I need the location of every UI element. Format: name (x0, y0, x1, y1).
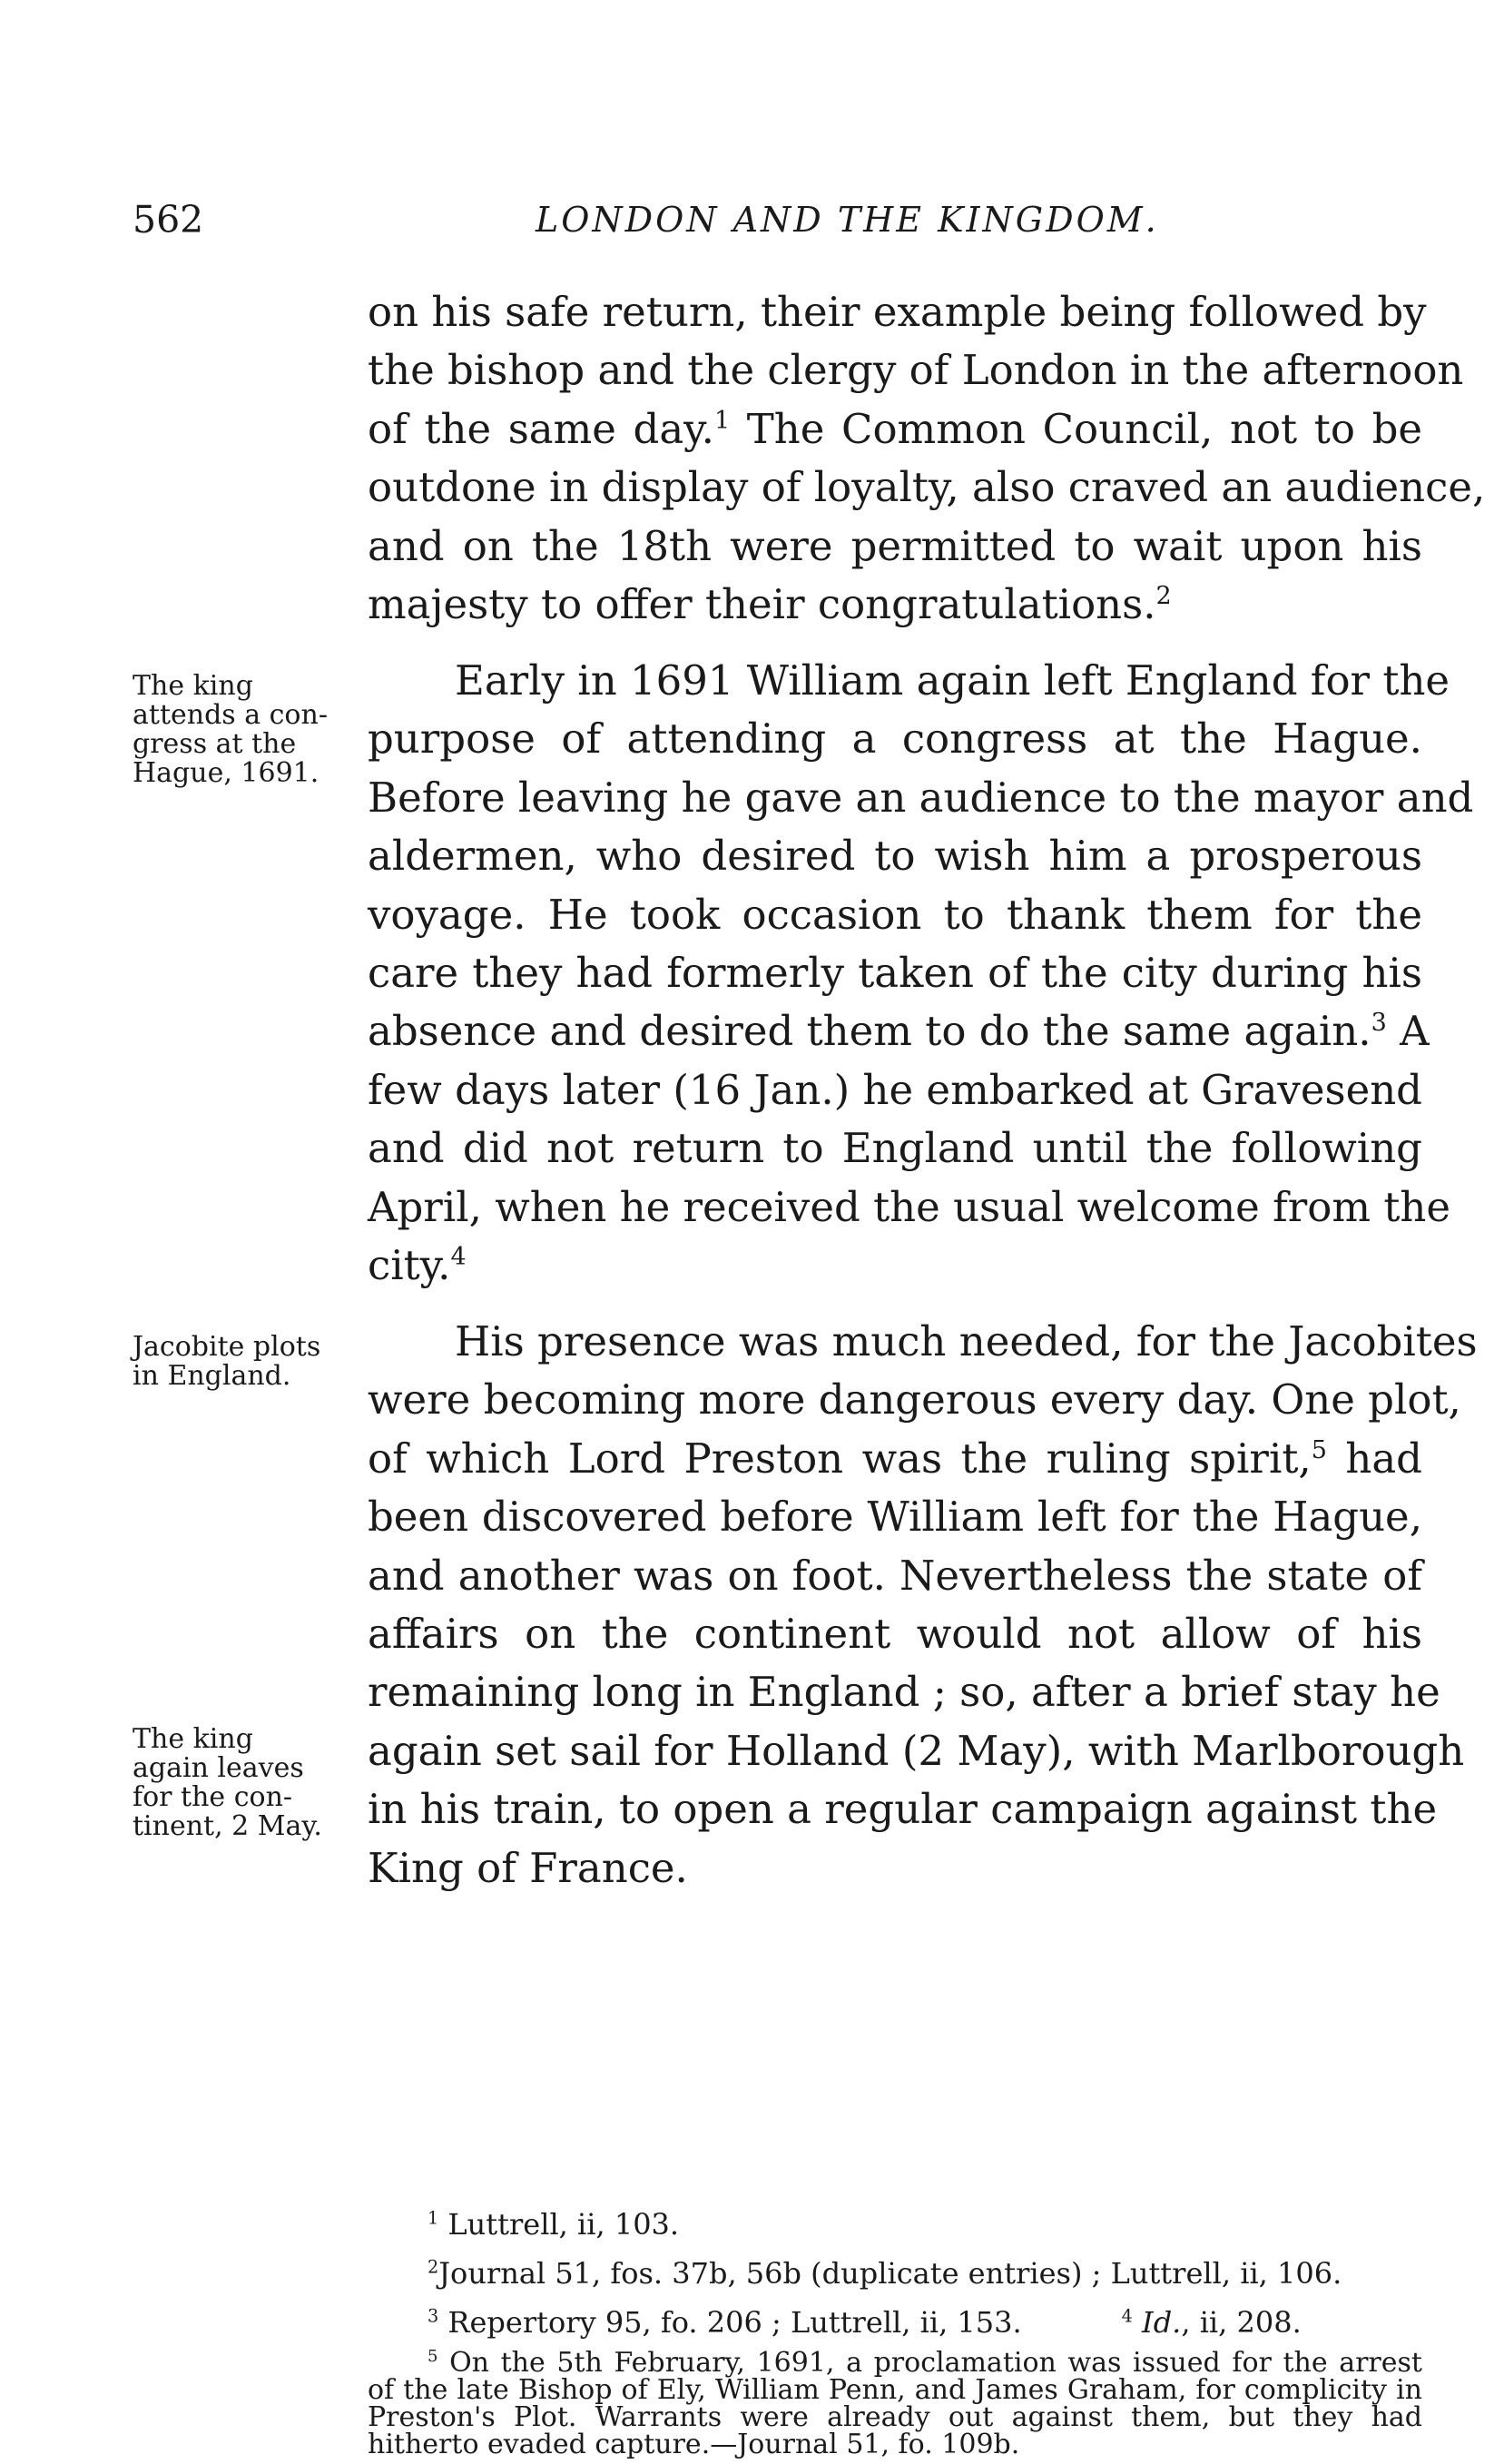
text-line: on his safe return, their example being followed by (368, 288, 1427, 336)
text-line: purpose of attending a congress at the Hague. (368, 715, 1422, 764)
footnote-2 (428, 2257, 1422, 2290)
text-line (368, 400, 1422, 458)
text-line: affairs on the continent would not allow of his (368, 1610, 1422, 1659)
footnote-5 (368, 2347, 1422, 2460)
text-fragment: A (1400, 1007, 1430, 1056)
footnote-ref: 5 (1311, 1435, 1327, 1464)
running-head: LONDON AND THE KINGDOM. (536, 200, 1159, 240)
margin-note-continent (133, 1725, 355, 1841)
text-fragment: had (1345, 1434, 1422, 1483)
text-line (368, 1430, 1422, 1488)
text-line: voyage. He took occasion to thank them for the (368, 890, 1422, 939)
margin-note-line: attends a con- (133, 699, 328, 731)
margin-note-line: The king (133, 670, 253, 702)
paragraph-3 (368, 1313, 1478, 1897)
text-line: and did not return to England until the following (368, 1124, 1422, 1173)
text-line: in his train, to open a regular campaign against the (368, 1785, 1438, 1834)
footnote-mark: 2 (428, 2256, 439, 2278)
footnote-mark: 4 (1121, 2305, 1133, 2327)
footnote-mark: 1 (428, 2207, 439, 2229)
footnote-text: Repertory 95, fo. 206 ; Luttrell, ii, 153. (447, 2305, 1022, 2340)
margin-note-hague (133, 672, 355, 788)
text-line: were becoming more dangerous every day. One plot, (368, 1375, 1461, 1424)
text-line: and on the 18th were permitted to wait upon his (368, 521, 1422, 570)
text-fragment: majesty to offer their congratulations. (368, 580, 1156, 629)
footnote-text: , ii, 208. (1181, 2305, 1302, 2340)
text-line: April, when he received the usual welcome from the (368, 1182, 1451, 1231)
text-line: His presence was much needed, for the Jacobites (455, 1317, 1478, 1365)
text-line: care they had formerly taken of the city during his (368, 949, 1422, 998)
footnotes (368, 2208, 1422, 2464)
text-line: outdone in display of loyalty, also craved an audience, (368, 463, 1486, 512)
text-fragment: city. (368, 1241, 451, 1290)
footnote-ref: 2 (1155, 582, 1172, 611)
text-line: King of France. (368, 1843, 688, 1892)
text-line: the bishop and the clergy of London in the afternoon (368, 346, 1464, 395)
margin-note-line: The king (133, 1723, 253, 1755)
footnote-text: On the 5th February, 1691, a proclamation was issued for the arrest of the late Bishop of Ely, William Penn, and James Graham, for complicity in Preston's Plot. Warrants were already out against them, but they had hitherto evaded capture.—Journal 51, fo. 109b. (368, 2347, 1422, 2460)
text-line: remaining long in England ; so, after a brief stay he (368, 1668, 1440, 1717)
text-fragment: absence and desired them to do the same again. (368, 1007, 1371, 1056)
footnote-ref: 1 (713, 406, 731, 435)
text-line: few days later (16 Jan.) he embarked at Gravesend (368, 1065, 1422, 1114)
page-number: 562 (133, 198, 204, 241)
text-line: Before leaving he gave an audience to the mayor and (368, 773, 1474, 822)
footnote-text: Journal 51, fos. 37b, 56b (duplicate entries) ; Luttrell, ii, 106. (438, 2256, 1342, 2291)
footnote-3-4 (428, 2306, 1422, 2339)
footnote-ibid: Id. (1142, 2305, 1182, 2340)
footnote-1 (428, 2208, 1422, 2241)
text-line: again set sail for Holland (2 May), with Marlborough (368, 1726, 1465, 1775)
margin-note-line: again leaves (133, 1752, 304, 1784)
footnote-mark: 3 (428, 2305, 439, 2327)
margin-note-line: for the con- (133, 1781, 293, 1813)
footnote-text: Luttrell, ii, 103. (447, 2207, 680, 2242)
text-line (368, 576, 1422, 634)
margin-note-line: Jacobite plots (133, 1331, 321, 1363)
paragraph-2 (368, 652, 1474, 1295)
text-line (368, 1237, 1422, 1295)
text-line: Early in 1691 William again left England for the (455, 656, 1450, 705)
text-fragment: The Common Council, not to be (746, 404, 1423, 453)
margin-note-jacobite (133, 1333, 355, 1391)
footnote-mark: 5 (428, 2347, 438, 2366)
text-line: been discovered before William left for the Hague, (368, 1493, 1422, 1542)
paragraph-1 (368, 283, 1486, 634)
footnote-ref: 4 (450, 1243, 467, 1272)
margin-note-line: tinent, 2 May. (133, 1810, 322, 1842)
margin-note-line: in England. (133, 1360, 291, 1392)
footnote-ref: 3 (1371, 1009, 1387, 1038)
text-fragment: of which Lord Preston was the ruling spirit, (368, 1434, 1312, 1483)
text-line: and another was on foot. Nevertheless the state of (368, 1551, 1422, 1600)
text-line: aldermen, who desired to wish him a prosperous (368, 832, 1422, 881)
margin-note-line: gress at the (133, 728, 297, 760)
margin-note-line: Hague, 1691. (133, 757, 319, 789)
text-fragment: of the same day. (368, 404, 714, 453)
text-line (368, 1002, 1430, 1060)
